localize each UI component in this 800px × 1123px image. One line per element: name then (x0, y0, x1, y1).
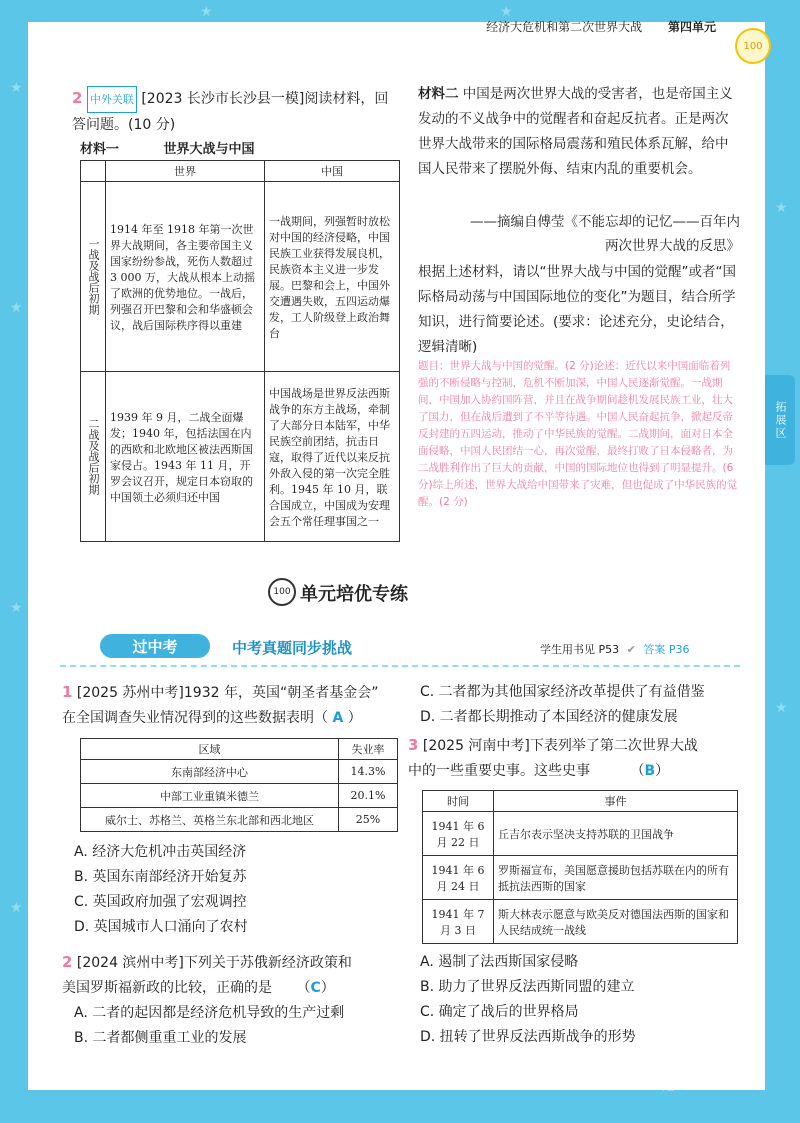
star-icon: ★ (500, 4, 513, 20)
unit-label: 第四单元 (667, 20, 716, 34)
q1-stem-end: ） (347, 710, 362, 726)
option-a[interactable]: A. 经济大危机冲击英国经济 (74, 844, 247, 860)
war-china-table (80, 160, 400, 542)
footer-badge: 上海人教版 下册 (660, 1075, 695, 1092)
region-cell: 威尔士、苏格兰、英格兰东北部和西北地区 (81, 808, 339, 832)
material1-title: 世界大战与中国 (163, 142, 255, 157)
col-time: 时间 (423, 791, 494, 812)
period-cell: 二战及战后初期 (81, 372, 106, 542)
star-icon: ★ (10, 600, 23, 616)
source-line1: ——摘编自傅莹《不能忘却的记忆——百年内 (470, 214, 740, 230)
col-event: 事件 (494, 791, 738, 812)
q3-stem-a: [2025 河南中考]下表列举了第二次世界大战 (422, 738, 698, 754)
option-c[interactable]: C. 确定了战后的世界格局 (420, 1004, 579, 1020)
material2-label: 材料二 (418, 86, 459, 102)
book-ref: 学生用书见 P53 (540, 643, 620, 656)
option-b[interactable]: B. 二者都侧重重工业的发展 (74, 1030, 247, 1046)
q3-stem-b: 中的一些重要史事。这些史事 (408, 763, 590, 779)
q2-intro-text: [2023 长沙市长沙县一模]阅读材料，回答问题。(10 分) (72, 91, 389, 133)
option-c[interactable]: C. 二者都为其他国家经济改革提供了有益借鉴 (420, 684, 705, 700)
col-region: 区域 (81, 739, 339, 760)
q2b-stem: 2 [2024 滨州中考]下列关于苏俄新经济政策和 美国罗斯福新政的比较，正确的是 （C） (62, 953, 352, 996)
q3-options (420, 950, 740, 1050)
answer-ref: 答案 P36 (643, 643, 690, 656)
china-cell: 一战期间，列强暂时放松对中国的经济侵略，中国民族工业获得发展良机，民族资本主义进一步发展。巴黎和会上，中国外交遭遇失败，五四运动爆发，工人阶级登上政治舞台 (265, 182, 400, 372)
divider (60, 665, 740, 667)
option-a[interactable]: A. 遏制了法西斯国家侵略 (420, 954, 579, 970)
region-cell: 中部工业重镇米德兰 (81, 784, 339, 808)
option-d[interactable]: D. 英国城市人口涌向了农村 (74, 919, 248, 935)
material2-text: 中国是两次世界大战的受害者，也是帝国主义发动的不义战争中的觉醒者和奋起反抗者。正是两次世界大战带来的国际格局震荡和殖民体系瓦解，给中国人民带来了摆脱外侮、结束内乱的重要机会。 (418, 86, 733, 177)
option-d[interactable]: D. 扭转了世界反法西斯战争的形势 (420, 1029, 636, 1045)
q2b-options-right (420, 680, 740, 730)
q1-stem-a: [2025 苏州中考]1932 年，英国“朝圣者基金会” (76, 685, 379, 701)
material1-label: 材料一 (80, 142, 120, 157)
page-header (486, 18, 716, 35)
region-cell: 东南部经济中心 (81, 760, 339, 784)
q1-stem-b: 在全国调查失业情况得到的这些数据表明（ (62, 710, 328, 726)
rate-cell: 20.1% (339, 784, 398, 808)
col-world: 世界 (106, 161, 265, 182)
rate-cell: 14.3% (339, 760, 398, 784)
chapter-title: 经济大危机和第二次世界大战 (486, 20, 643, 34)
option-b[interactable]: B. 助力了世界反法西斯同盟的建立 (420, 979, 635, 995)
option-b[interactable]: B. 英国东南部经济开始复苏 (74, 869, 247, 885)
q2b-options-left (74, 1001, 404, 1051)
q3-number: 3 (408, 736, 419, 754)
star-icon: ★ (10, 300, 23, 316)
source (418, 210, 740, 258)
section-title: 单元培优专练 (300, 584, 408, 605)
world-cell: 1939 年 9 月，二战全面爆发；1940 年，包括法国在内的西欧和北欧地区被法西斯国家侵占。1943 年 11 月，开罗会议召开，规定日本窃取的中国领土必须归还中国 (106, 372, 265, 542)
unemployment-table (80, 738, 398, 832)
side-tab[interactable]: 拓展区 (765, 375, 795, 465)
star-icon: ★ (775, 200, 788, 216)
col-rate: 失业率 (339, 739, 398, 760)
banner-subtitle: 中考真题同步挑战 (232, 639, 353, 657)
star-icon: ★ (10, 80, 23, 96)
option-a[interactable]: A. 二者的起因都是经济危机导致的生产过剩 (74, 1005, 345, 1021)
check-icon: ✔ (626, 643, 636, 656)
q2-intro (72, 86, 402, 138)
events-table (422, 790, 738, 944)
event-cell: 丘吉尔表示坚决支持苏联的卫国战争 (494, 812, 738, 856)
q1-answer: A (332, 710, 344, 726)
star-icon: ★ (10, 900, 23, 916)
q2b-stem-a: [2024 滨州中考]下列关于苏俄新经济政策和 (76, 955, 352, 971)
banner-label: 过中考 (100, 634, 210, 658)
china-cell: 中国战场是世界反法西斯战争的东方主战场，牵制了大部分日本陆军，中华民族空前团结，抗击日寇，取得了近代以来反抗外敌入侵的第一次完全胜利。1945 年 10 月，联合国成立，中国成为安理会五个常任理事国之一 (265, 372, 400, 542)
page-number: 53 (700, 1072, 726, 1093)
mascot-logo: 100 (735, 28, 771, 64)
rate-cell: 25% (339, 808, 398, 832)
q2-task: 根据上述材料，请以“世界大战与中国的觉醒”或者“国际格局动荡与中国国际地位的变化”为题目，结合所学知识，进行简要论述。(要求：论述充分，史论结合，逻辑清晰) (418, 264, 736, 355)
time-cell: 1941 年 6 月 24 日 (423, 856, 494, 900)
q2b-number: 2 (62, 953, 73, 971)
star-icon: ★ (200, 4, 213, 20)
banner-refs (540, 641, 690, 657)
q1-number: 1 (62, 683, 73, 701)
q1-options (74, 840, 404, 940)
option-d[interactable]: D. 二者都长期推动了本国经济的健康发展 (420, 709, 678, 725)
q3-stem: 3 [2025 河南中考]下表列举了第二次世界大战 中的一些重要史事。这些史事 （B） (408, 736, 698, 779)
time-cell: 1941 年 7 月 3 日 (423, 900, 494, 944)
q3-answer: B (644, 763, 656, 779)
option-c[interactable]: C. 英国政府加强了宏观调控 (74, 894, 247, 910)
q2b-answer: C (310, 980, 321, 996)
q2b-stem-b: 美国罗斯福新政的比较，正确的是 (62, 980, 272, 996)
material1-heading (80, 138, 255, 157)
q2-tag: 中外关联 (87, 86, 137, 113)
q2-answer: 题目：世界大战与中国的觉醒。(2 分)论述：近代以来中国面临着列强的不断侵略与控制，危机不断加深，中国人民逐渐觉醒。一战期间，中国加入协约国阵营，并且在战争期间趁机发展民族工业，壮大了国力，但在战后遭到了不平等待遇。中国人民奋起抗争，掀起反帝反封建的五四运动，推动了中华民族的觉醒。二战期间，面对日本全面侵略，中国人民团结一心，再次觉醒，最终打败了日本侵略者，为二战胜利作出了巨大的贡献，中国的国际地位也得到了明显提升。(6 分)综上所述，世界大战给中国带来了灾难，但也促成了中华民族的觉醒。(2 分) (418, 360, 738, 508)
event-cell: 斯大林表示愿意与欧美反对德国法西斯的国家和人民结成统一战线 (494, 900, 738, 944)
world-cell: 1914 年至 1918 年第一次世界大战期间，各主要帝国主义国家纷纷参战，死伤人数超过 3 000 万，大战从根本上动摇了欧洲的优势地位。一战后，列强召开巴黎和会和华盛顿会议，战后国际秩序得以重建 (106, 182, 265, 372)
q2-number: 2 (72, 89, 83, 107)
star-icon: ★ (775, 700, 788, 716)
period-cell: 一战及战后初期 (81, 182, 106, 372)
q1-stem (62, 680, 402, 731)
source-line2: 两次世界大战的反思》 (605, 238, 740, 254)
event-cell: 罗斯福宣布，美国愿意援助包括苏联在内的所有抵抗法西斯的国家 (494, 856, 738, 900)
trophy-icon: 100 (268, 578, 296, 606)
material2 (418, 82, 738, 182)
time-cell: 1941 年 6 月 22 日 (423, 812, 494, 856)
col-china: 中国 (265, 161, 400, 182)
